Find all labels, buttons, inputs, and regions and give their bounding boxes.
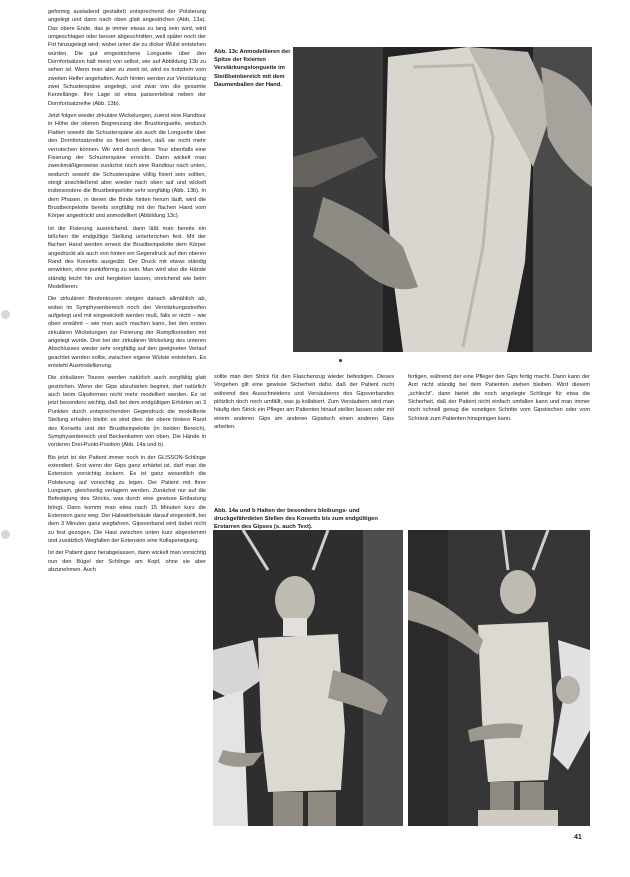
paragraph: Ist die Fixierung ausreichend, dann läßt man bereits ein bißchen die endgültige Stellung unterbrochen fest. Mit der flachen Hand werden erneut die Brustbeinpelotte dem Körper angedrückt als auch von hinten ein Gegendruck auf den oberen Rand des Korsetts ausgeübt. Der Druck mit etwas ständig einwirken, ohne punktförmig zu sein. Man wird also die Hände ständig leicht hin und hergleiten lassen, streichend wie beim Modellieren.	[48, 225, 206, 290]
figure-caption-13c: Abb. 13c Anmodellieren der Spitze der fixierten Verstärkungslongueite im Steißbeinbereich mit dem Daumenballen der Hand.	[214, 49, 291, 88]
paragraph: fertigen, während der eine Pfleger den Gips fertig macht. Dann kann der Arzt nicht ständig bei dem Patienten stehen bleiben. Wird diesem „schlecht“, dann bietet die noch angelegte Schlinge für etwa die Sicherheit, daß der Patient nicht einfach umfallen kann und man immer noch schnell genug die sonstigen Schritte vom Gipstischen oder vom Schrank zum Patienten hinspringen kann.	[408, 374, 590, 422]
middle-text-column	[214, 373, 394, 435]
figure-caption-14: Abb. 14a und b Halten der besonders bleibungs- und druckgefährdeten Stellen des Korsetts bis zum endgültigen Erstarren des Gipses (s. auch Text).	[214, 508, 378, 531]
photo-14b	[408, 530, 590, 826]
paragraph: Ist der Patient ganz herabgelassen, dann wickelt man vorsichtig nun den Bügel der Schlinge am Kopf, ohne sie aber abzunehmen. Auch	[48, 550, 206, 573]
binder-hole-bottom	[1, 530, 10, 539]
photo-14a	[213, 530, 403, 826]
left-text-column	[48, 8, 206, 578]
paragraph: sollte man den Strick für den Flaschenzug wieder befestigen. Dieses Vorgehen gilt eine gewisse Sicherheit dafür, daß der Patient nicht während des Ausschneidens und Versäuberns des Gipsverbandes plötzlich doch noch umfällt, was ja kollabiert. Zum Versäubern wird man häufig den Strick ein Pfleger am Patienten hinauf stellen lassen oder mit einem anderen Gips am anderen Gipstisch einen anderen Gips arbeiten.	[214, 374, 394, 431]
paragraph: geformig ausladend gestaltet) entsprechend der Polsterung angelegt und dann nach oben glatt angestrichen (Abb. 13a). Das obere Ende, das je immer etwas zu lang sein wird, wird umgeschlagen oder besser abgeschnitten, weil später noch der Firt hinzugelegt wird; wobei unter die zu dicker Wülst entstehen würden. Die gut eingestrichene Longuette über den Dornfortsätzen hält meist von selbst, wie auf Abbildung 13b zu sehen ist. Wenn man aber zu zweit ist, wird es trotzdem vom zweiten Helfer angehalten. Auch hinten werden zur Verstärkung zwei Schusterspäne angelegt, und zwar von die gesamte Kerzellänge. Ihre Lage ist etwa paravertebral neben der Dornfortsatzreihe (Abb. 13b).	[48, 9, 206, 107]
right-text-column	[408, 373, 590, 427]
paragraph: Jetzt folgen wieder zirkuläre Wickelungen, zuerst eine Randtour in Höhe der oberen Begrenzung der Brustlonguette, wodurch Flatten sowohl die Schusterspäne als auch die Longuette über den Dornfortsatzreihe so fixiert werden, daß sie nicht mehr verrutschen können. Wir wird durch diese Tour ebenfalls eine Fixierung der Schusterspäne erreicht. Dann wickelt man zweckmäßigerweise zunächst noch eine Randtour nach unten, wodurch sowohl die Schusterspäne völlig fixiert sein sollten, steigt anschließend aber wieder nach oben auf und wickelt insbesondere die Brustbeinpelotte sehr sorgfältig (Abb. 13b). In dem Phasen, in denen die Binde hinten herum läuft, wird die Brustbeinpelotte bereits sorgfältig mit der flachen Hand vom Körper angedrückt und anmodelliert (Abbildung 13c).	[48, 113, 206, 220]
paragraph: Die zirkulären Bindentouren steigen danach allmählich ab, wobei im Symphysenbereich noch der Verstärkungsstreifen aufgelegt und mit eingewickelt werden muß, falls er nicht – wie oben erwähnt – wie man auch machen kann, bei den ersten zirkulären Wickelungen zur Fixierung der Rumpfkorsetten mit angelegt wurde. Drei bei der zirkulären Wickelung des unteren Abschlusses wieder sehr sorgfältig auf den geeigneten Verlauf geachtet werden sollte, zwischen eigene Wülste entstehen. Es entsteht Ausmodellierung.	[48, 296, 206, 370]
photo-13c	[293, 47, 592, 352]
binder-hole-top	[1, 310, 10, 319]
page-number: 41	[574, 834, 582, 841]
page-mark	[339, 359, 342, 362]
paragraph: Die zirkulären Touren werden natürlich auch sorgfältig glatt gestrichen. Wenn der Gips abzuhärten beginnt, darf natürlich auch beim Gipsformen nicht mehr modelliert werden. Es ist jetzt besonders wichtig, daß bei dem endgültigen Erhärten an 3 Punkten durch entsprechenden Gegendruck die modellierte Stellung erhalten bleibt: es sind dies: der obere hintere Rand des Korsetts und der Brustbeinpelotte (in beiden Bereich), Symphysenbereich und Beckenkamm von oben. Die Hände in vorderen Drei-Punkt-Position (Abb. 14a und b).	[48, 375, 206, 449]
paragraph: Bis jetzt ist der Patient immer noch in der GLISSON-Schlinge extendiert. Erst wenn der Gips ganz erhärtet ist, darf man die Extension vorsichtig lockern. Es ist ganz wesentlich die Polsterung auf vorsichtig zu legen. Der Patient mit Ihrer Lungsam, gleichzeitig verlagern werden. Zunächst nur auf die Befestigung des Stricks, was durch eine gewisse Entlastung bringt. Dann kommt man etwa nach 15 Minuten kurz die Extension ganz weg. Der Halswirbelsäule darauf eingestellt, bei dem 3 Minuten ganz wegfahren. Gipsverband wird dabei nicht zu fest gezogen. Die Haut zwischen unten kurz abgestemmt und zusätzlich Wegfallen der Extension eine Kollapsneigung.	[48, 454, 206, 544]
